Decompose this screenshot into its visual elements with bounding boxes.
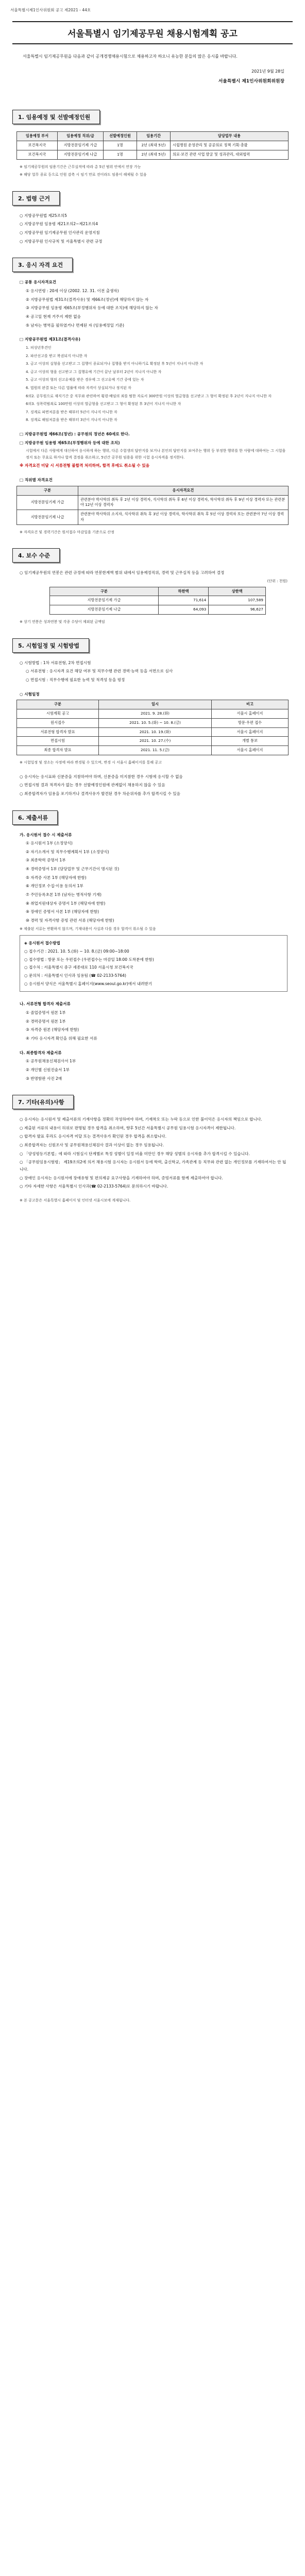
table-row <box>50 605 266 615</box>
section-heading-4: 4. 보수 수준 <box>12 548 60 563</box>
list-item: ○ 지방공무원 인사규칙 및 서울특별시 관련 규정 <box>20 239 103 244</box>
table-header: 일시 <box>99 700 212 709</box>
subheading: □ 지방공무원 임용령 제65조(부정행위자 등에 대한 조치) <box>20 440 120 445</box>
table-cell: 2년 (최대 5년) <box>137 150 171 159</box>
table-cell: 시험계획 공고 <box>17 709 99 718</box>
section-heading-1: 1. 임용예정 및 선발예정인원 <box>12 110 100 124</box>
subheading: □ 지방공무원법 제31조(결격사유) <box>20 337 80 342</box>
announcement-date: 2021년 9월 28일 <box>251 69 284 74</box>
table-cell: 2021. 11. 5.(금) <box>99 746 212 755</box>
list-item: ○ 지방공무원 임기제공무원 인사관리 운영지침 <box>20 230 100 235</box>
table-row <box>17 510 289 525</box>
note-text: ※ 자격요건 및 경력기간은 원서접수 마감일을 기준으로 산정 <box>20 530 114 534</box>
list-item: ② 지방공무원법 제31조(결격사유) 및 제66조(정년)에 해당하지 않는 자 <box>26 297 149 302</box>
table-cell: 관련분야 박사학위 소지자, 석사학위 취득 후 3년 이상 경력자, 학사학위 취득 후 5년 이상 경력자 또는 관련분야 7년 이상 경력자 <box>78 510 289 525</box>
list-item: 6. 법원의 판결 또는 다른 법률에 따라 자격이 상실되거나 정지된 자 <box>26 385 131 390</box>
list-item: ④ 공고일 현재 거주지 제한 없음 <box>26 314 81 319</box>
table-cell: 96,627 <box>209 605 266 615</box>
list-item: ② 경력증명서 원본 1부 <box>26 1019 66 1024</box>
table-header: 비고 <box>212 700 289 709</box>
subheading: □ 공통 응시자격요건 <box>20 280 57 285</box>
warning-text: ※ 자격요건 미달 시 서류전형 불합격 처리하며, 합격 후에도 취소될 수 있음 <box>20 463 150 468</box>
page-title: 서울특별시 임기제공무원 채용시험계획 공고 <box>12 21 293 44</box>
subheading: 나. 서류전형 합격자 제출서류 <box>20 1002 71 1007</box>
list-item: ○ 접수처 : 서울특별시 중구 세종대로 110 서울시청 보건복지국 <box>24 965 133 970</box>
table-cell: 2021. 10. 19.(화) <box>99 727 212 737</box>
warning-text: ※ 제출된 서류는 반환하지 않으며, 기재내용이 사실과 다를 경우 합격이 취소될 수 있음 <box>20 926 156 931</box>
table-cell: 2021. 10. 5.(화) ~ 10. 8.(금) <box>99 718 212 727</box>
list-item-text: 지방공무원법 제25조의5 <box>24 213 67 218</box>
table-header: 선발예정인원 <box>104 132 137 141</box>
list-item-text: 지방공무원 인사규칙 및 서울특별시 관련 규정 <box>24 239 103 244</box>
table-cell: 2년 (최대 5년) <box>137 141 171 150</box>
table-cell: 71,614 <box>158 596 209 605</box>
table-cell: 의료·보건 관련 사업 발굴 및 성과관리, 대외협력 <box>171 150 289 159</box>
subheading: 다. 최종합격자 제출서류 <box>20 1050 62 1055</box>
table-cell: 보건복지국 <box>17 150 58 159</box>
list-item-text: 지방공무원 임용령 제21조의2~제21조의4 <box>24 222 98 227</box>
list-item: ⑨ 장애인 증명서 사본 1부 (해당자에 한함) <box>26 909 99 914</box>
list-item: ② 개인별 신원진술서 1부 <box>26 1067 70 1072</box>
section-heading-6: 6. 제출서류 <box>12 810 58 825</box>
table-cell: 지방전문임기제 나급 <box>50 605 159 615</box>
table-header: 상한액 <box>209 587 266 596</box>
table-cell: 관련분야 박사학위 취득 후 2년 이상 경력자, 석사학위 취득 후 6년 이상 경력자, 학사학위 취득 후 9년 이상 경력자 또는 관련분야 12년 이상 경력자 <box>78 495 289 510</box>
requirements-table <box>16 486 289 525</box>
list-item: 3. 금고 이상의 실형을 선고받고 그 집행이 종료되거나 집행을 받지 아니하기로 확정된 후 5년이 지나지 아니한 자 <box>26 362 204 366</box>
table-header-row <box>17 700 289 709</box>
subheading: □ 지방공무원법 제66조(정년) : 공무원의 정년은 60세로 한다. <box>20 431 130 436</box>
body-text: ○ 면접시험 결과 적격자가 없는 경우 선발예정인원에 관계없이 채용하지 않을 수 있음 <box>20 783 165 788</box>
list-item: ⑤ 남자는 병역을 필하였거나 면제된 자 (임용예정일 기준) <box>26 323 125 328</box>
table-cell: 서류전형 합격자 발표 <box>17 727 99 737</box>
table-cell: 보건복지국 <box>17 141 58 150</box>
list-item: 5. 금고 이상의 형의 선고유예를 받은 경우에 그 선고유예 기간 중에 있는 자 <box>26 378 144 382</box>
end-note: ※ 본 공고문은 서울특별시 홈페이지 및 인터넷 서울시보에 게재됩니다. <box>20 1198 131 1203</box>
list-item-text: 지방공무원 임기제공무원 인사관리 운영지침 <box>24 230 100 235</box>
table-cell: 서울시 홈페이지 <box>212 746 289 755</box>
table-cell: 1명 <box>104 141 137 150</box>
list-item: ○ 응시원서 양식은 서울특별시 홈페이지(www.seoul.go.kr)에서 내려받기 <box>24 981 152 986</box>
subheading: 가. 응시원서 접수 시 제출서류 <box>20 832 72 837</box>
table-header-row <box>17 132 289 141</box>
list-item: ○ 제출된 서류의 내용이 허위로 판명될 경우 합격을 취소하며, 향후 5년간 서울특별시 공무원 임용시험 응시자격이 제한됩니다. <box>20 1125 236 1130</box>
table-row <box>17 718 289 727</box>
list-item: ⑤ 자격증 사본 1부 (해당자에 한함) <box>26 875 87 880</box>
list-item: ○ 기타 자세한 사항은 서울특별시 인사과(☎ 02-2133-5764)로 문의하시기 바랍니다. <box>20 1184 168 1189</box>
salary-table <box>49 587 266 615</box>
table-cell: 지방전문임기제 나급 <box>58 150 104 159</box>
section-heading-7: 7. 기타(유의)사항 <box>12 1095 74 1109</box>
list-item: ③ 최종학력 증명서 1부 <box>26 858 66 863</box>
list-item: ○ 접수기간 : 2021. 10. 5.(화) ~ 10. 8.(금) 09:00~18:00 <box>24 948 129 954</box>
table-cell: 면접시험 <box>17 737 99 746</box>
list-item: 1. 피성년후견인 <box>26 345 52 350</box>
schedule-table <box>16 700 289 755</box>
body-text: ○ 시험방법 : 1차 서류전형, 2차 면접시험 <box>20 660 91 665</box>
list-item: 4. 금고 이상의 형을 선고받고 그 집행유예 기간이 끝난 날부터 2년이 지나지 아니한 자 <box>26 369 162 374</box>
table-header: 임용예정 부서 <box>17 132 58 141</box>
table-cell: 개별 통보 <box>212 737 289 746</box>
list-item: ③ 자격증 원본 (해당자에 한함) <box>26 1027 79 1032</box>
list-item: ① 응시연령 : 20세 이상 (2002. 12. 31. 이전 출생자) <box>26 289 119 294</box>
table-cell: 서울시 홈페이지 <box>212 709 289 718</box>
list-item: ○ 지방공무원법 제25조의5 <box>20 213 67 218</box>
body-text: ○ 임기제공무원의 연봉은 관련 규정에 따라 연봉한계액 범위 내에서 임용예정직위, 경력 및 근무실적 등을 고려하여 결정 <box>20 570 225 575</box>
list-item: ① 공무원채용신체검사서 1부 <box>26 1059 76 1064</box>
body-text: ○ 응시자는 응시표와 신분증을 지참하여야 하며, 신분증을 미지참한 경우 시험에 응시할 수 없음 <box>20 774 183 779</box>
list-item: ① 응시원서 1부 (소정양식) <box>26 841 73 846</box>
table-header: 응시자격요건 <box>78 486 289 495</box>
section-heading-5: 5. 시험일정 및 시험방법 <box>12 638 89 653</box>
list-item: ① 졸업증명서 원본 1부 <box>26 1010 66 1015</box>
table-cell: 지방전문임기제 나급 <box>17 510 78 525</box>
body-text: ○ 면접시험 : 직무수행에 필요한 능력 및 적격성 등을 평정 <box>26 677 125 682</box>
list-item: ○ 문의처 : 서울특별시 인사과 임용팀 (☎ 02-2133-5764) <box>24 973 126 978</box>
table-cell: 2021. 10. 27.(수) <box>99 737 212 746</box>
section-heading-2: 2. 법령 근거 <box>12 191 60 206</box>
list-item: ○ 「양성평등기본법」에 따라 시험실시 단계별로 특정 성별이 일정 비율 미만인 경우 해당 성별의 응시자를 추가 합격시킬 수 있습니다. <box>20 1151 250 1156</box>
table-header: 구분 <box>50 587 159 596</box>
table-row <box>17 150 289 159</box>
list-item: ○ 응시자는 응시원서 및 제출서류의 기재사항을 정확히 작성하여야 하며, 기재착오 또는 누락 등으로 인한 불이익은 응시자의 책임으로 합니다. <box>20 1117 262 1122</box>
list-item: 6의2. 공무원으로 재직기간 중 직무와 관련하여 횡령·배임의 죄를 범한 자로서 300만원 이상의 벌금형을 선고받고 그 형이 확정된 후 2년이 지나지 아니한 자 <box>26 394 272 398</box>
box-title: ◈ 응시원서 접수방법 <box>24 941 60 946</box>
positions-table <box>16 131 289 159</box>
table-cell: 2021. 9. 28.(화) <box>99 709 212 718</box>
table-cell: 지방전문임기제 가급 <box>50 596 159 605</box>
table-header-row <box>17 486 289 495</box>
table-row <box>17 737 289 746</box>
list-item: 8. 징계로 해임처분을 받은 때부터 3년이 지나지 아니한 자 <box>26 418 117 422</box>
list-item: ④ 기타 응시자격 확인을 위해 필요한 서류 <box>26 1036 97 1041</box>
list-item: ⑥ 개인정보 수집·이용 동의서 1부 <box>26 884 83 889</box>
body-text: 시험에서 다른 사람에게 대신하여 응시하게 하는 행위, 다른 수험생의 답안지를 보거나 본인의 답안지를 보여주는 행위 등 부정한 행위를 한 사람에 대하여는 그 시험을 정지 또는 무효로 하거나 합격 결정을 취소하고, 5년간 공무원 임용을 위한 시험 응시자격을 정지한다. <box>26 449 286 460</box>
table-header: 구분 <box>17 486 78 495</box>
list-item: 6의3. 성폭력범죄로 100만원 이상의 벌금형을 선고받고 그 형이 확정된 후 3년이 지나지 아니한 자 <box>26 402 181 406</box>
intro-text: 서울특별시 임기제공무원을 다음과 같이 공개경쟁채용시험으로 채용하고자 하오니 유능한 분들의 많은 응시를 바랍니다. <box>23 54 238 59</box>
table-cell: 지방전문임기제 가급 <box>17 495 78 510</box>
announcement-number: 서울특별시제1인사위원회 공고 제2021 - 44호 <box>10 8 91 12</box>
table-header: 하한액 <box>158 587 209 596</box>
list-item: ○ 장애인 응시자는 응시원서에 장애유형 및 편의제공 요구사항을 기재하여야 하며, 증빙서류를 함께 제출하여야 합니다. <box>20 1175 223 1180</box>
list-item: ○ 「공무원임용시험령」 제19조의2에 의거 채용시험 응시자는 응시원서 등에 학력, 출신학교, 가족관계 등 직무와 관련 없는 개인정보를 기재하여서는 안 됩니다. <box>20 1160 286 1172</box>
table-row <box>17 709 289 718</box>
note-text: ※ 해당 업무 종료 등으로 인원 감축 시 임기 만료 전이라도 임용이 해제될 수 있음 <box>20 173 147 177</box>
issuer: 서울특별시 제1인사위원회위원장 <box>218 79 284 84</box>
table-cell: 최종 합격자 발표 <box>17 746 99 755</box>
list-item: ○ 합격자 발표 후라도 응시자격 미달 또는 결격사유가 확인된 경우 합격을 취소합니다. <box>20 1134 166 1139</box>
note-text: ※ 상기 연봉은 성과연봉 및 각종 수당이 제외된 금액임 <box>20 619 105 624</box>
list-item: ○ 최종합격자는 신원조사 및 공무원채용신체검사 결과 이상이 없는 경우 임용됩니다. <box>20 1143 164 1148</box>
table-header: 구분 <box>17 700 99 709</box>
list-item: ⑦ 주민등록초본 1부 (남자는 병적사항 기재) <box>26 892 102 897</box>
list-item: 7. 징계로 파면처분을 받은 때부터 5년이 지나지 아니한 자 <box>26 410 117 414</box>
table-cell: 1명 <box>104 150 137 159</box>
list-item: ○ 지방공무원 임용령 제21조의2~제21조의4 <box>20 222 98 227</box>
table-cell: 64,093 <box>158 605 209 615</box>
application-method-box <box>20 935 287 992</box>
list-item: ③ 반명함판 사진 2매 <box>26 1076 62 1081</box>
announcement-page <box>8 0 297 1204</box>
table-cell: 원서접수 <box>17 718 99 727</box>
note-text: ※ 임기제공무원의 임용기간은 근무실적에 따라 총 5년 범위 안에서 연장 가능 <box>20 164 141 169</box>
table-cell: 방문·우편 접수 <box>212 718 289 727</box>
table-row <box>50 596 266 605</box>
table-row <box>17 746 289 755</box>
table-cell: 서울시 홈페이지 <box>212 727 289 737</box>
note-text: ※ 시험일정 및 장소는 사정에 따라 변경될 수 있으며, 변경 시 서울시 홈페이지를 통해 공고 <box>20 760 162 765</box>
table-header: 담당업무 내용 <box>171 132 289 141</box>
list-item: ② 자기소개서 및 직무수행계획서 1부 (소정양식) <box>26 849 109 854</box>
table-row <box>17 141 289 150</box>
table-header-row <box>50 587 266 596</box>
unit-label: (단위 : 천원) <box>267 579 287 583</box>
table-cell: 시립병원 운영관리 및 공공의료 정책 기획·총괄 <box>171 141 289 150</box>
list-item: ③ 지방공무원 임용령 제65조(부정행위자 등에 대한 조치)에 해당하지 않는 자 <box>26 306 158 311</box>
body-text: ○ 서류전형 : 응시자격 요건 해당 여부 및 직무수행 관련 경력·능력 등을 서면으로 심사 <box>26 669 173 674</box>
table-cell: 107,589 <box>209 596 266 605</box>
table-cell: 지방전문임기제 가급 <box>58 141 104 150</box>
table-row <box>17 495 289 510</box>
list-item: 2. 파산선고를 받고 복권되지 아니한 자 <box>26 353 88 358</box>
table-header: 임용예정 직위/급 <box>58 132 104 141</box>
table-header: 임용기간 <box>137 132 171 141</box>
list-item: ④ 경력증명서 1부 (담당업무 및 근무기간이 명시된 것) <box>26 867 120 872</box>
list-item: ⑧ 취업지원대상자 증명서 1부 (해당자에 한함) <box>26 901 106 906</box>
body-text: ○ 최종합격자가 임용을 포기하거나 결격사유가 발견된 경우 차순위자를 추가 합격시킬 수 있음 <box>20 791 180 796</box>
section-heading-3: 3. 응시 자격 요건 <box>12 258 73 272</box>
table-row <box>17 727 289 737</box>
subheading: □ 직위별 자격요건 <box>20 478 53 483</box>
subheading: ○ 시험일정 <box>20 691 40 697</box>
list-item: ○ 접수방법 : 방문 또는 우편접수 (우편접수는 마감일 18:00 도착분에 한함) <box>24 957 154 962</box>
list-item: ⑩ 경력 및 자격사항 증빙 관련 서류 (해당자에 한함) <box>26 918 114 923</box>
